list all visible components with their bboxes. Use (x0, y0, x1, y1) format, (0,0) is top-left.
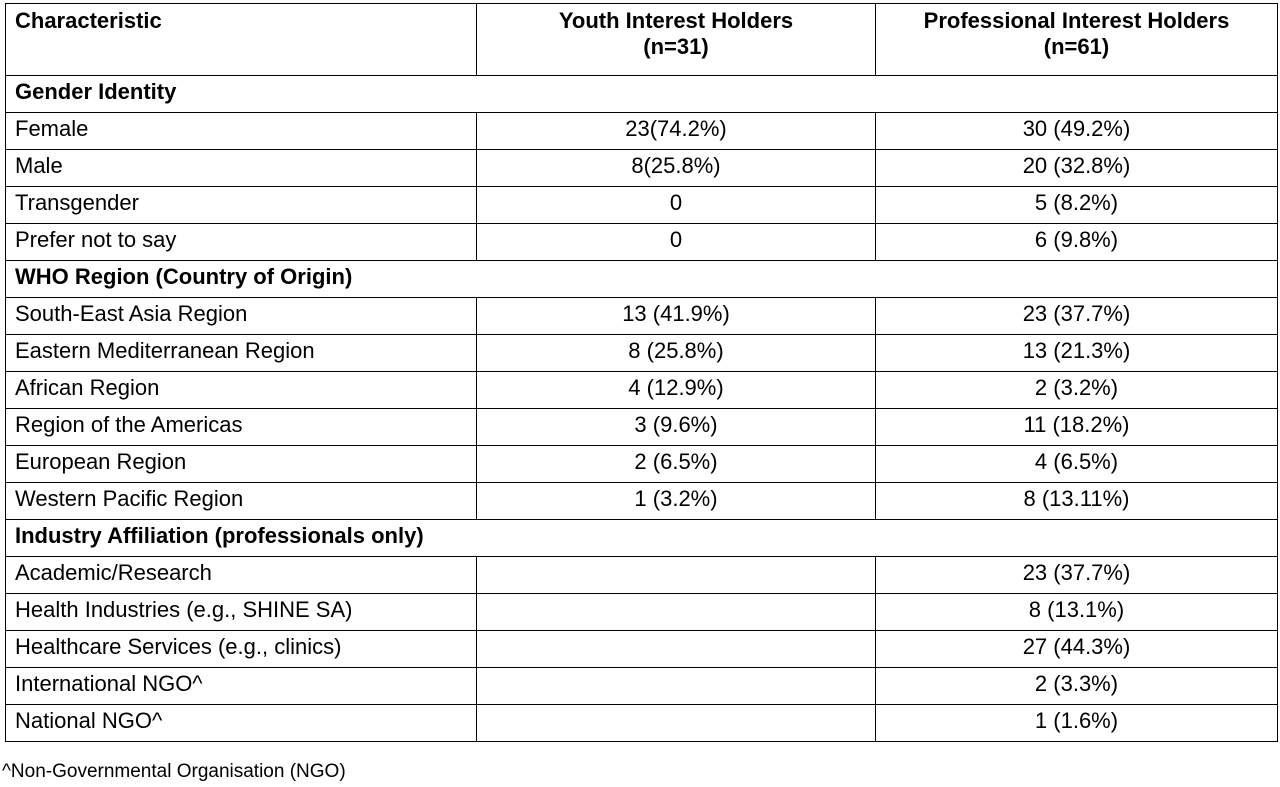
table-row (6, 631, 1278, 668)
row-label: Female (6, 113, 477, 150)
header-characteristic: Characteristic (6, 4, 477, 76)
row-label: Eastern Mediterranean Region (6, 335, 477, 372)
row-youth-value (477, 594, 876, 631)
row-label: Male (6, 150, 477, 187)
row-youth-value: 0 (477, 187, 876, 224)
row-youth-value (477, 631, 876, 668)
table-row (6, 113, 1278, 150)
row-professional-value: 8 (13.11%) (876, 483, 1278, 520)
row-professional-value: 1 (1.6%) (876, 705, 1278, 742)
table-row (6, 483, 1278, 520)
row-professional-value: 30 (49.2%) (876, 113, 1278, 150)
row-youth-value: 3 (9.6%) (477, 409, 876, 446)
row-professional-value: 8 (13.1%) (876, 594, 1278, 631)
table-row (6, 298, 1278, 335)
section-who-region (6, 261, 1278, 520)
row-label: Prefer not to say (6, 224, 477, 261)
demographics-table (5, 3, 1278, 742)
table-header-row (6, 4, 1278, 76)
row-professional-value: 27 (44.3%) (876, 631, 1278, 668)
row-professional-value: 2 (3.2%) (876, 372, 1278, 409)
section-title: Industry Affiliation (professionals only) (6, 520, 1278, 557)
section-gender-identity (6, 76, 1278, 261)
table-row (6, 335, 1278, 372)
row-professional-value: 20 (32.8%) (876, 150, 1278, 187)
header-professional-n: (n=61) (1043, 34, 1110, 59)
table-row (6, 557, 1278, 594)
row-label: International NGO^ (6, 668, 477, 705)
row-youth-value (477, 557, 876, 594)
table-row (6, 668, 1278, 705)
section-header-row (6, 76, 1278, 113)
row-professional-value: 6 (9.8%) (876, 224, 1278, 261)
row-label: Healthcare Services (e.g., clinics) (6, 631, 477, 668)
row-label: National NGO^ (6, 705, 477, 742)
header-youth (477, 4, 876, 76)
section-title: WHO Region (Country of Origin) (6, 261, 1278, 298)
header-youth-n: (n=31) (643, 34, 709, 59)
row-youth-value (477, 668, 876, 705)
row-youth-value: 13 (41.9%) (477, 298, 876, 335)
header-youth-label: Youth Interest Holders (558, 8, 794, 33)
table-row (6, 705, 1278, 742)
row-label: African Region (6, 372, 477, 409)
table-row (6, 187, 1278, 224)
row-professional-value: 2 (3.3%) (876, 668, 1278, 705)
row-youth-value (477, 705, 876, 742)
row-youth-value: 23(74.2%) (477, 113, 876, 150)
table-row (6, 224, 1278, 261)
table-row (6, 594, 1278, 631)
row-youth-value: 0 (477, 224, 876, 261)
row-professional-value: 23 (37.7%) (876, 298, 1278, 335)
row-label: Health Industries (e.g., SHINE SA) (6, 594, 477, 631)
row-label: European Region (6, 446, 477, 483)
table-row (6, 372, 1278, 409)
row-professional-value: 23 (37.7%) (876, 557, 1278, 594)
section-title: Gender Identity (6, 76, 1278, 113)
row-label: Transgender (6, 187, 477, 224)
row-label: Western Pacific Region (6, 483, 477, 520)
section-industry-affiliation (6, 520, 1278, 742)
table-row (6, 150, 1278, 187)
section-header-row (6, 520, 1278, 557)
row-professional-value: 13 (21.3%) (876, 335, 1278, 372)
row-label: Academic/Research (6, 557, 477, 594)
table-row (6, 446, 1278, 483)
header-professional (876, 4, 1278, 76)
row-youth-value: 8(25.8%) (477, 150, 876, 187)
table-footnote: ^Non-Governmental Organisation (NGO) (2, 761, 346, 782)
section-header-row (6, 261, 1278, 298)
header-professional-label: Professional Interest Holders (923, 8, 1230, 33)
table-row (6, 409, 1278, 446)
row-professional-value: 11 (18.2%) (876, 409, 1278, 446)
row-youth-value: 8 (25.8%) (477, 335, 876, 372)
row-label: Region of the Americas (6, 409, 477, 446)
row-youth-value: 1 (3.2%) (477, 483, 876, 520)
row-professional-value: 5 (8.2%) (876, 187, 1278, 224)
row-youth-value: 2 (6.5%) (477, 446, 876, 483)
row-professional-value: 4 (6.5%) (876, 446, 1278, 483)
row-label: South-East Asia Region (6, 298, 477, 335)
row-youth-value: 4 (12.9%) (477, 372, 876, 409)
